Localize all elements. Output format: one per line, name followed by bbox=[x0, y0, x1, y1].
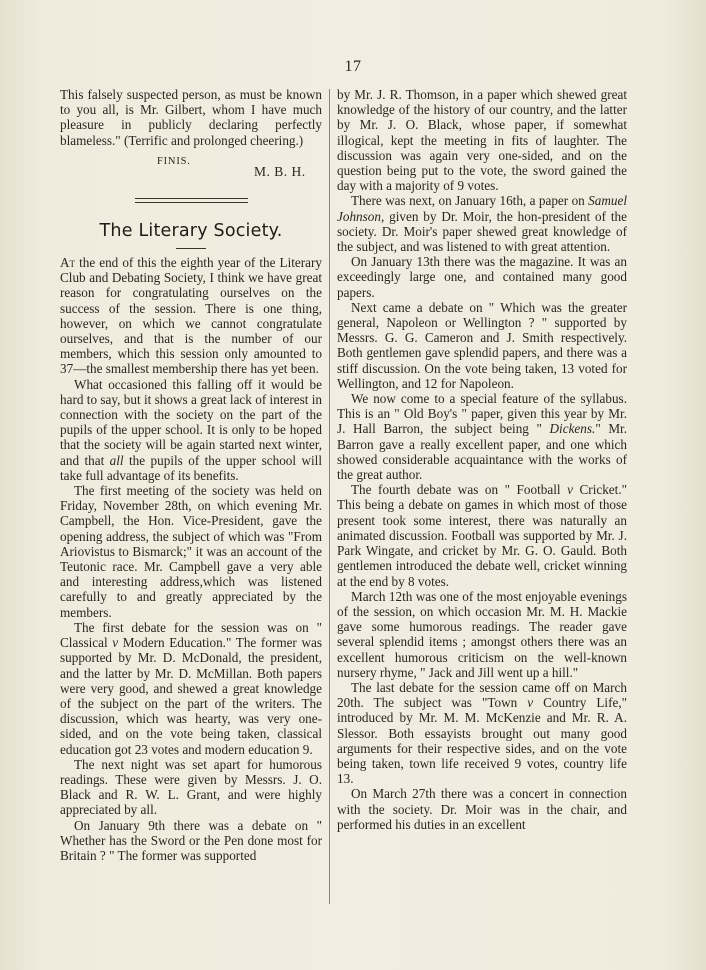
paragraph-text: given by Dr. Moir, the hon-president of the society. Dr. Moir's paper shewed great knowledge of the subject, and was listened to with great attention. bbox=[337, 208, 627, 255]
paragraph-text: Cricket." This being a debate on games in which most of those present took some interest, there was naturally an animated discussion. Football was supported by Mr. J. Park Wingate, and cricket by Mr. G. O. Gauld. Both gentlemen introduced the debate well, cricket winning at the end by 8 votes. bbox=[337, 482, 628, 589]
article-paragraph bbox=[337, 680, 627, 786]
paragraph-text: " Mr. Barron gave a really excellent paper, and one which showed considerable acquaintance with the works of the great author. bbox=[337, 421, 627, 483]
heading-rule bbox=[176, 248, 206, 249]
finis-label: FINIS. bbox=[157, 155, 191, 167]
left-column bbox=[60, 87, 322, 863]
article-paragraph bbox=[337, 193, 627, 254]
paragraph-text: We now come to a special feature of the syllabus. This is an " Old Boy's " paper, given this year by Mr. J. Hall Barron, the subject being " bbox=[337, 391, 627, 437]
article-paragraph: On January 13th there was the magazine. It was an exceedingly large one, and contained many good papers. bbox=[337, 254, 627, 300]
emphasis-text: Samuel Johnson, bbox=[337, 193, 627, 224]
article-paragraph: The next night was set apart for humorous readings. These were given by Messrs. J. O. Black and R. W. L. Grant, and were highly appreciated by all. bbox=[60, 756, 322, 818]
column-divider bbox=[329, 89, 330, 904]
article-paragraph: The first meeting of the society was held on Friday, November 28th, on which evening Mr. Campbell, the Hon. Vice-President, gave the opening address, the subject of which was "From Ariovistus to Bismarck;" it was an account of the Teutonic race. Mr. Campbell gave a very able and interesting address,which was listened carefully to and greatly appreciated by the members. bbox=[60, 483, 322, 620]
article-paragraph bbox=[60, 377, 322, 483]
paragraph-text: The last debate for the session came off on March 20th. The subject was "Town bbox=[337, 679, 627, 711]
emphasis-text: all bbox=[109, 452, 124, 468]
article-paragraph bbox=[60, 255, 322, 377]
emphasis-text: Dickens. bbox=[549, 421, 596, 437]
author-initials: M. B. H. bbox=[254, 163, 306, 179]
versus-text: v bbox=[527, 695, 534, 711]
versus-text: v bbox=[567, 482, 573, 498]
article-paragraph: Next came a debate on " Which was the greater general, Napoleon or Wellington ? " supported by Messrs. G. G. Cameron and J. Smith respectively. Both gentlemen gave splendid papers, and there was a stiff discussion. On the vote being taken, 13 voted for Wellington, and 12 for Napoleon. bbox=[337, 299, 627, 391]
article-paragraph: On January 9th there was a debate on " Whether has the Sword or the Pen done most for Britain ? " The former was supported bbox=[60, 817, 322, 863]
paragraph-text: the pupils of the upper school will take full advantage of its benefits. bbox=[60, 452, 322, 483]
paragraph-text: The fourth debate was on " Football bbox=[351, 482, 568, 498]
story-closing-paragraph: This falsely suspected person, as must be known to you all, is Mr. Gilbert, whom I have much pleasure in publicly declaring perfectly blameless." (Terrific and prolonged cheering.) bbox=[60, 87, 322, 148]
paragraph-text: Country Life," introduced by Mr. M. M. McKenzie and Mr. R. A. Slessor. Both essayists brought out many good arguments for their respective sides, and on the vote being taken, town life received 9 votes, country life 13. bbox=[337, 695, 627, 787]
paragraph-text: The first debate for the session was on " Classical bbox=[60, 619, 322, 651]
right-column bbox=[337, 87, 627, 832]
versus-text: v bbox=[112, 635, 119, 651]
paragraph-text: What occasioned this falling off it would be hard to say, but it shows a great lack of interest in connection with the society on the part of the pupils of the upper school. It is only to be hoped that the society will be again started next winter, and that bbox=[60, 376, 322, 468]
story-ending bbox=[60, 154, 322, 192]
article-paragraph: On March 27th there was a concert in connection with the society. Dr. Moir was in the chair, and performed his duties in an excellent bbox=[337, 786, 627, 832]
section-divider bbox=[135, 198, 248, 203]
lead-word: At bbox=[60, 255, 76, 271]
article-paragraph: March 12th was one of the most enjoyable evenings of the session, on which occasion Mr. M. H. Mackie gave some humorous readings. The reader gave several splendid items ; amongst others there was an excellent humorous criticism on the well-known nursery rhyme, " Jack and Jill went up a hill." bbox=[337, 588, 627, 680]
article-paragraph bbox=[337, 482, 627, 588]
article-paragraph bbox=[60, 620, 322, 757]
page-number: 17 bbox=[344, 58, 362, 75]
paragraph-text: There was next, on January 16th, a paper on bbox=[351, 193, 589, 209]
article-paragraph bbox=[337, 391, 627, 482]
paragraph-text: the end of this the eighth year of the Literary Club and Debating Society, I think we have great reason for congratulating ourselves on the success of the session. There is one thing, however, on which we cannot congratulate ourselves, and that is the number of our members, which this session only amounted to 37—the smallest membership there has yet been. bbox=[60, 255, 322, 377]
article-paragraph: by Mr. J. R. Thomson, in a paper which shewed great knowledge of the history of our country, and the latter by Mr. J. O. Black, whose paper, if somewhat illogical, kept the meeting in fits of laughter. The discussion was again very one-sided, and on the question being put to the vote, the sword gained the day with a majority of 9 votes. bbox=[337, 87, 627, 194]
article-heading: The Literary Society. bbox=[99, 220, 283, 241]
paragraph-text: Modern Education." The former was supported by Mr. D. McDonald, the president, and the latter by Mr. D. McMillan. Both papers were very good, and shewed a great knowledge of the subject on the part of the writers. The discussion, which was hearty, was very one-sided, and on the vote being taken, classical education got 23 votes and modern education 9. bbox=[60, 635, 322, 757]
